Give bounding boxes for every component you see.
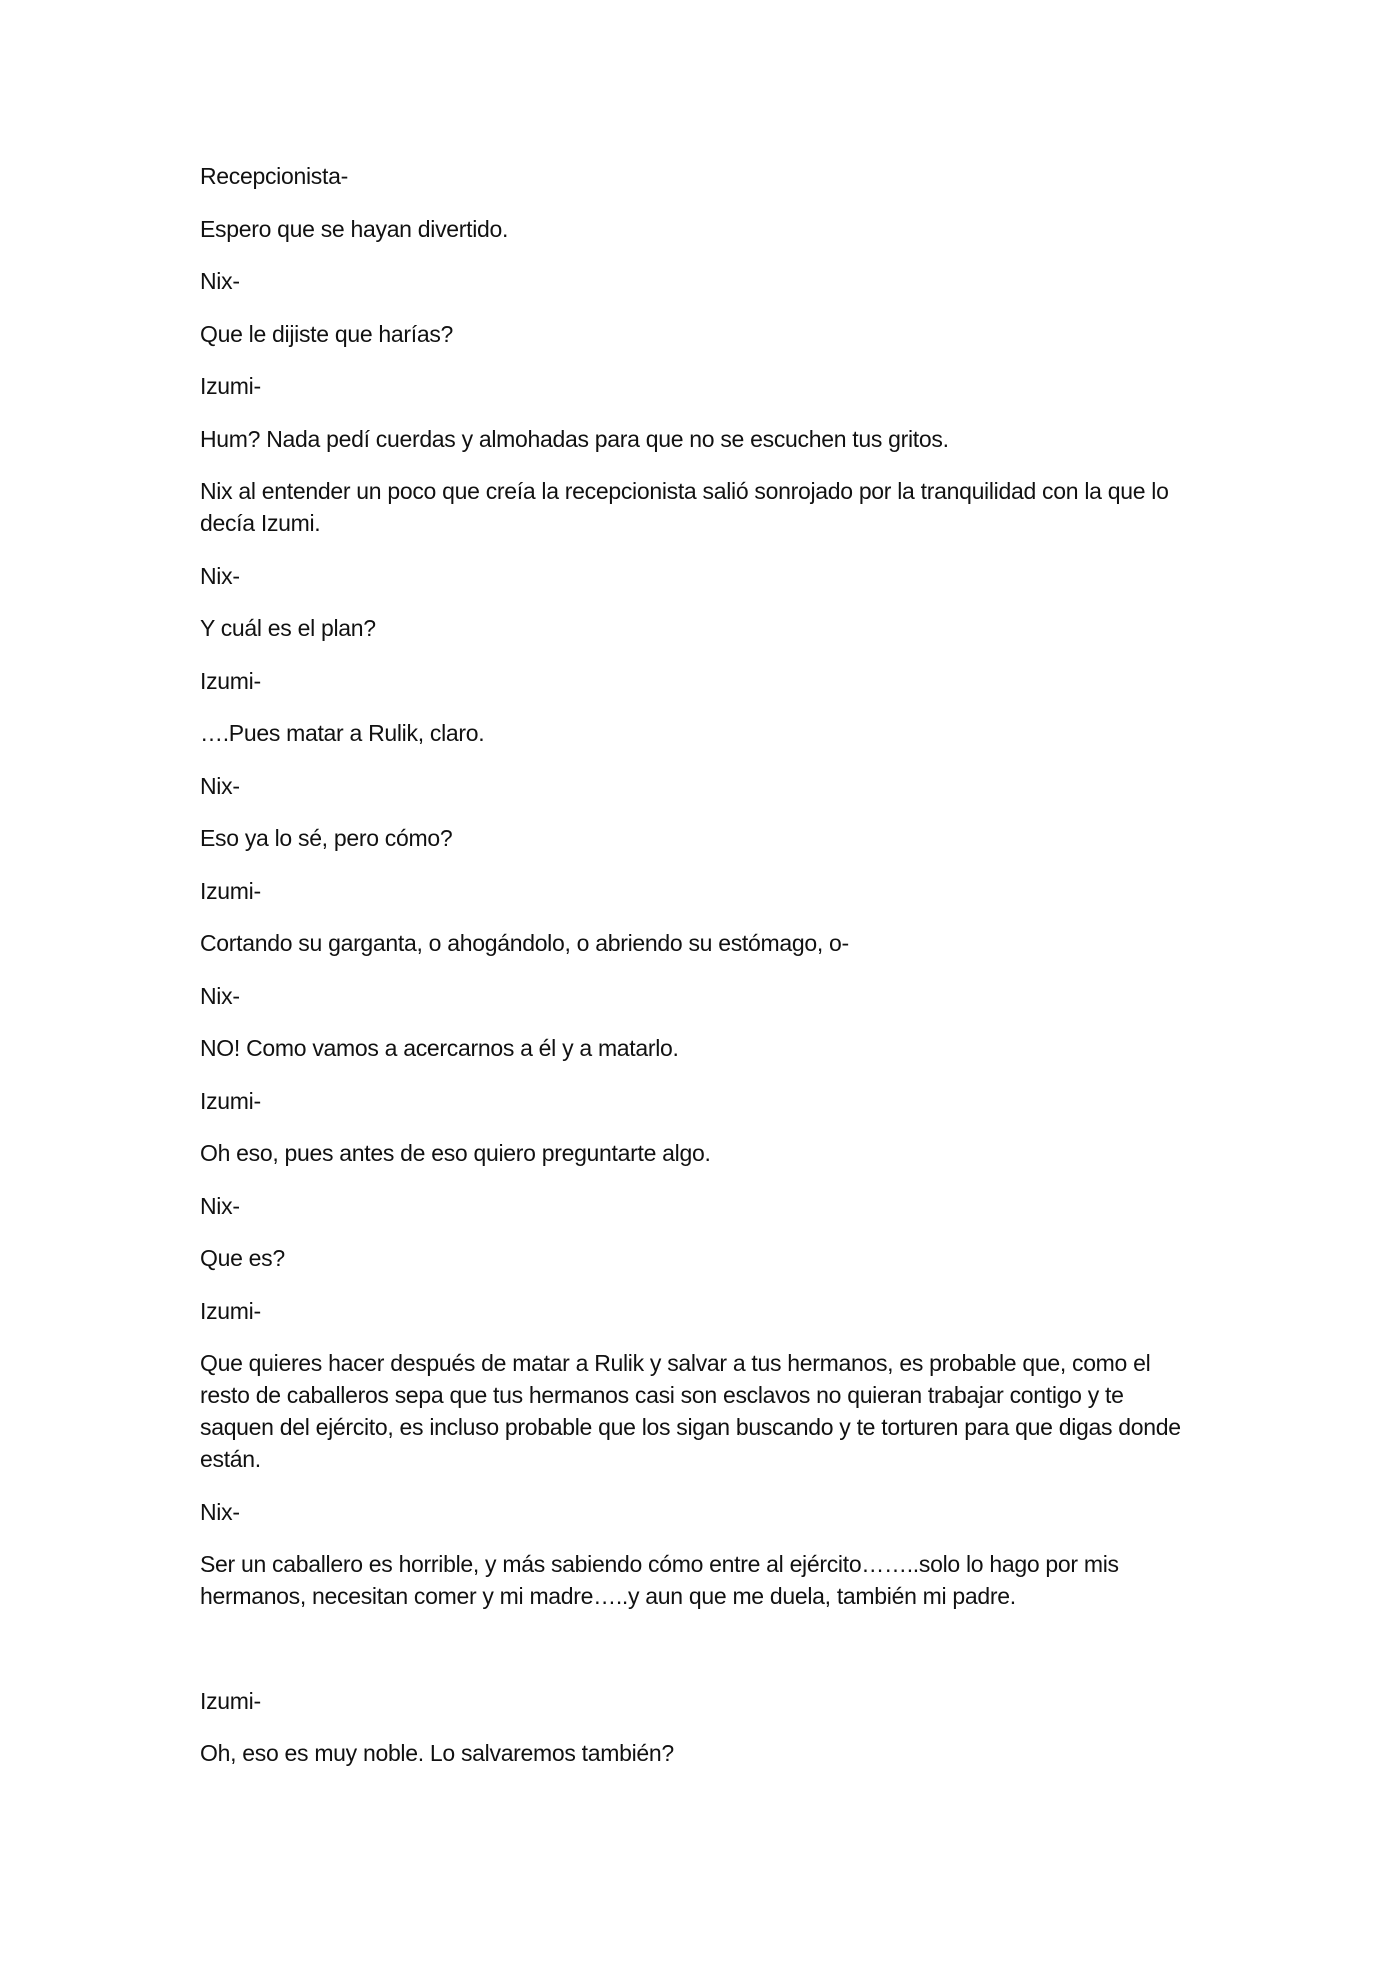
dialogue-line: Que es? bbox=[200, 1245, 285, 1271]
speaker-line: Izumi- bbox=[200, 1087, 261, 1114]
speaker-line: Nix- bbox=[200, 772, 240, 799]
document-page bbox=[200, 160, 1200, 1790]
speaker-line: Nix- bbox=[200, 562, 240, 589]
narration-paragraph: Nix al entender un poco que creía la recepcionista salió sonrojado por la tranquilidad con la que lo decía Izumi. bbox=[200, 478, 1169, 536]
dialogue-line: Que le dijiste que harías? bbox=[200, 320, 454, 347]
dialogue-line: Hum? Nada pedí cuerdas y almohadas para que no se escuchen tus gritos. bbox=[200, 425, 949, 452]
speaker-line: Izumi- bbox=[200, 1297, 261, 1324]
dialogue-line: Y cuál es el plan? bbox=[200, 615, 376, 641]
speaker-line: Nix- bbox=[200, 268, 240, 294]
dialogue-line: Eso ya lo sé, pero cómo? bbox=[200, 825, 453, 851]
speaker-line: Izumi- bbox=[200, 877, 261, 904]
dialogue-line: Cortando su garganta, o ahogándolo, o abriendo su estómago, o- bbox=[200, 930, 849, 956]
speaker-line: Izumi- bbox=[200, 667, 261, 694]
blank-gap bbox=[200, 1633, 1200, 1685]
speaker-line: Izumi- bbox=[200, 1687, 261, 1714]
dialogue-line: Espero que se hayan divertido. bbox=[200, 215, 509, 242]
speaker-line: Izumi- bbox=[200, 373, 261, 399]
speaker-line: Recepcionista- bbox=[200, 163, 348, 189]
speaker-line: Nix- bbox=[200, 1498, 240, 1525]
speaker-line: Nix- bbox=[200, 982, 240, 1009]
dialogue-line: NO! Como vamos a acercarnos a él y a matarlo. bbox=[200, 1035, 679, 1061]
speaker-line: Nix- bbox=[200, 1192, 240, 1219]
dialogue-paragraph: Ser un caballero es horrible, y más sabiendo cómo entre al ejército……..solo lo hago por mis hermanos, necesitan comer y mi madre…..y aun que me duela, también mi padre. bbox=[200, 1551, 1119, 1609]
dialogue-paragraph: Que quieres hacer después de matar a Rulik y salvar a tus hermanos, es probable que, como el resto de caballeros sepa que tus hermanos casi son esclavos no quieran trabajar contigo y te saquen del ejército, es incluso probable que los sigan buscando y te torturen para que digas donde están. bbox=[200, 1350, 1181, 1472]
dialogue-line: ….Pues matar a Rulik, claro. bbox=[200, 720, 485, 746]
dialogue-line: Oh eso, pues antes de eso quiero preguntarte algo. bbox=[200, 1140, 711, 1166]
dialogue-line: Oh, eso es muy noble. Lo salvaremos también? bbox=[200, 1740, 674, 1766]
